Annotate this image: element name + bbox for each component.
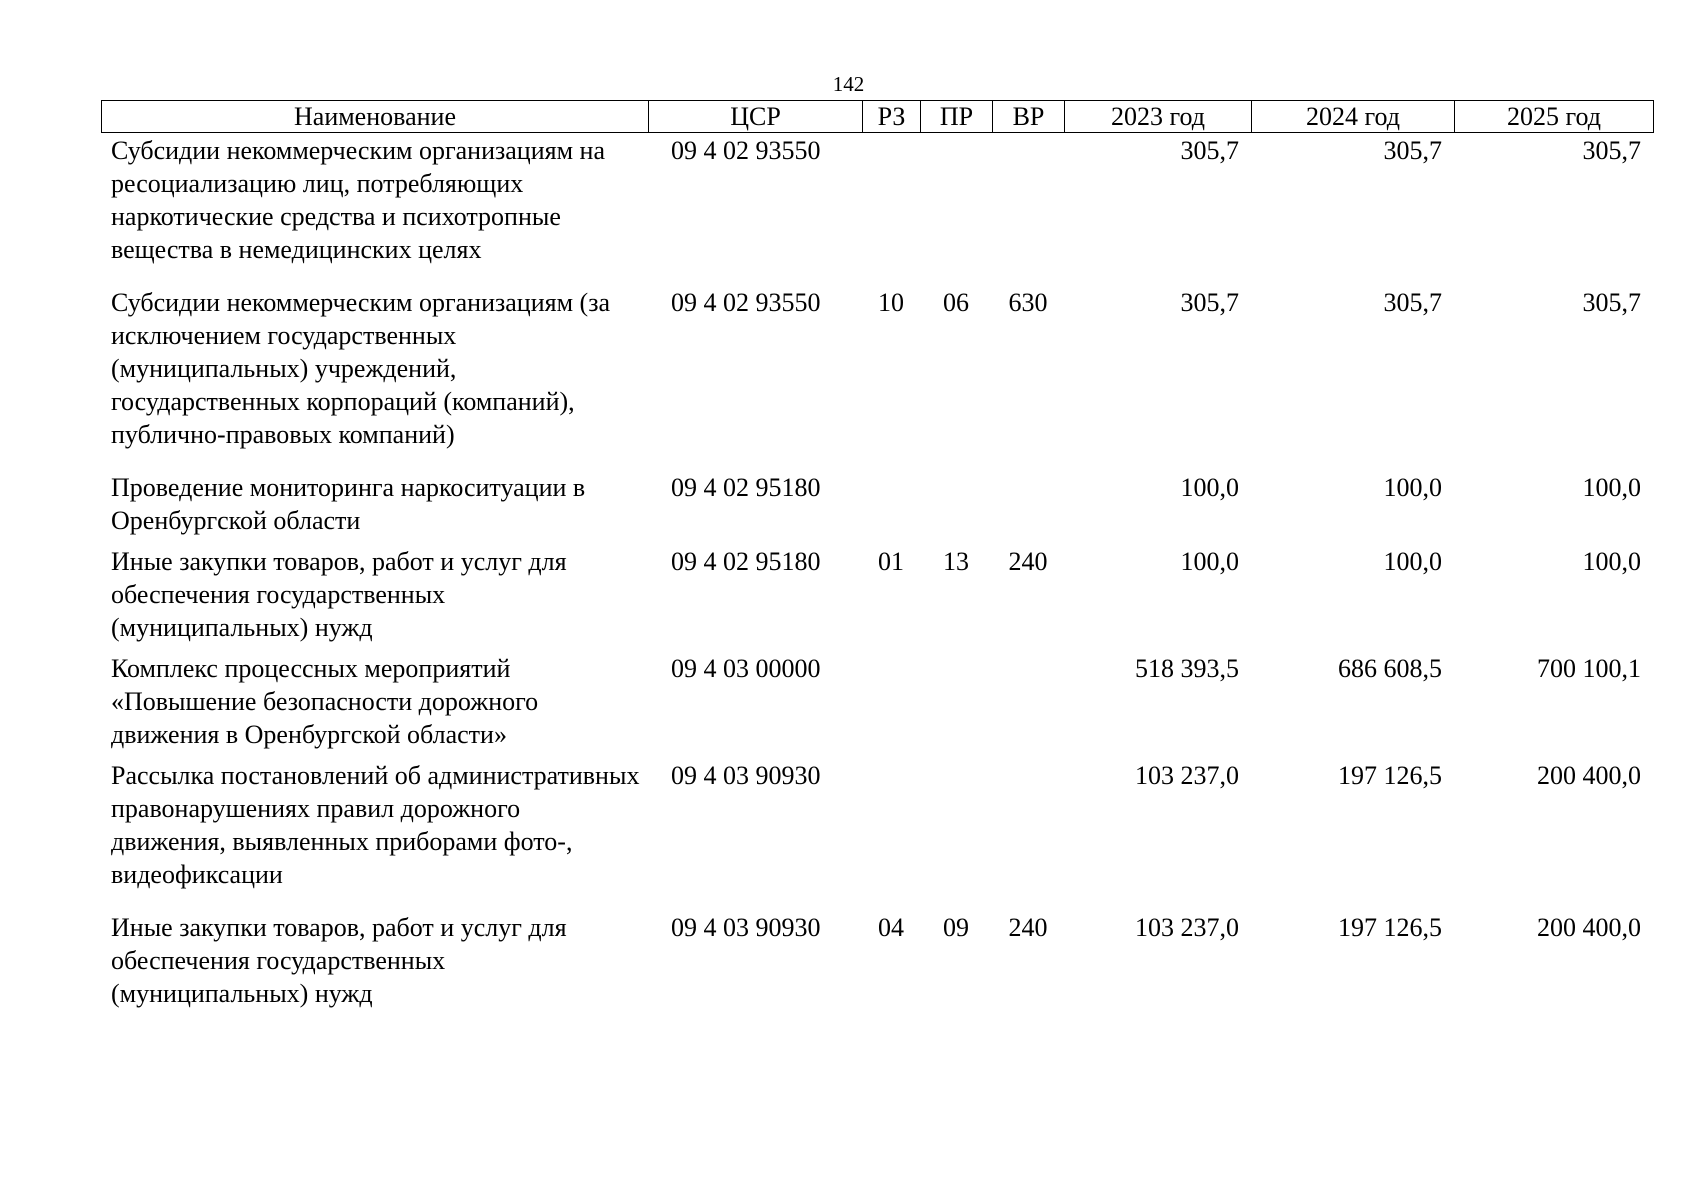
row-2024: 100,0: [1383, 473, 1442, 502]
table-row: [101, 134, 1653, 286]
row-name: Проведение мониторинга наркоситуации в Оренбургской области: [111, 473, 586, 535]
row-csr: 09 4 03 90930: [671, 913, 821, 942]
row-2023: 518 393,5: [1135, 654, 1239, 683]
row-vr: [992, 471, 1064, 545]
row-2023: 103 237,0: [1135, 913, 1239, 942]
row-vr: 240: [1008, 913, 1048, 942]
row-csr: 09 4 02 95180: [671, 473, 821, 502]
row-2025: 100,0: [1582, 473, 1641, 502]
row-rz: [862, 652, 920, 759]
row-csr: 09 4 02 93550: [671, 136, 821, 165]
row-vr: 240: [1008, 547, 1048, 576]
row-pr: [920, 134, 992, 286]
row-csr: 09 4 02 93550: [671, 288, 821, 317]
row-2024: 100,0: [1383, 547, 1442, 576]
table-row: [101, 911, 1653, 1018]
row-name: Субсидии некоммерческим организациям (за исключением государственных (муниципальных) учреждений, государственных корпораций (компаний), публично-правовых компаний): [111, 288, 611, 449]
row-2024: 197 126,5: [1338, 913, 1442, 942]
row-rz: [862, 759, 920, 911]
column-header-name: Наименование: [102, 101, 649, 133]
column-header-csr: ЦСР: [649, 101, 863, 133]
row-name: Иные закупки товаров, работ и услуг для обеспечения государственных (муниципальных) нужд: [111, 547, 567, 642]
row-2025: 200 400,0: [1537, 761, 1641, 790]
table-row: [101, 545, 1653, 652]
row-rz: [862, 134, 920, 286]
page-number: 142: [832, 72, 865, 96]
row-vr: [992, 759, 1064, 911]
row-2023: 305,7: [1180, 288, 1239, 317]
row-2024: 305,7: [1383, 288, 1442, 317]
column-header-pr: ПР: [921, 101, 993, 133]
row-2024: 305,7: [1383, 136, 1442, 165]
row-pr: [920, 471, 992, 545]
table-row: [101, 471, 1653, 545]
column-header-2025: 2025 год: [1455, 101, 1654, 133]
row-vr: [992, 134, 1064, 286]
row-pr: 06: [943, 288, 969, 317]
row-2023: 305,7: [1180, 136, 1239, 165]
row-rz: 01: [878, 547, 904, 576]
row-rz: [862, 471, 920, 545]
row-rz: 10: [878, 288, 904, 317]
table-row: [101, 652, 1653, 759]
row-2025: 305,7: [1582, 288, 1641, 317]
budget-table: [101, 134, 1653, 1018]
row-name: Рассылка постановлений об административных правонарушениях правил дорожного движения, выявленных приборами фото-, видеофиксации: [111, 761, 640, 889]
row-vr: 630: [1008, 288, 1048, 317]
row-pr: 13: [943, 547, 969, 576]
row-name: Иные закупки товаров, работ и услуг для обеспечения государственных (муниципальных) нужд: [111, 913, 567, 1008]
row-csr: 09 4 03 00000: [671, 654, 821, 683]
row-name: Комплекс процессных мероприятий «Повышение безопасности дорожного движения в Оренбургской области»: [111, 654, 539, 749]
row-rz: 04: [878, 913, 904, 942]
row-2025: 700 100,1: [1537, 654, 1641, 683]
table-row: [101, 286, 1653, 471]
row-2025: 305,7: [1582, 136, 1641, 165]
row-pr: [920, 759, 992, 911]
row-name: Субсидии некоммерческим организациям на ресоциализацию лиц, потребляющих наркотические средства и психотропные вещества в немедицинских целях: [111, 136, 605, 264]
table-row: [101, 759, 1653, 911]
row-pr: 09: [943, 913, 969, 942]
row-vr: [992, 652, 1064, 759]
row-csr: 09 4 03 90930: [671, 761, 821, 790]
row-2023: 103 237,0: [1135, 761, 1239, 790]
row-2023: 100,0: [1180, 473, 1239, 502]
column-header-2024: 2024 год: [1252, 101, 1455, 133]
row-pr: [920, 652, 992, 759]
row-2023: 100,0: [1180, 547, 1239, 576]
row-2025: 200 400,0: [1537, 913, 1641, 942]
row-2024: 197 126,5: [1338, 761, 1442, 790]
column-header-2023: 2023 год: [1065, 101, 1252, 133]
column-header-rz: РЗ: [863, 101, 921, 133]
row-2025: 100,0: [1582, 547, 1641, 576]
row-csr: 09 4 02 95180: [671, 547, 821, 576]
row-2024: 686 608,5: [1338, 654, 1442, 683]
table-header: [101, 100, 1654, 133]
column-header-vr: ВР: [993, 101, 1065, 133]
